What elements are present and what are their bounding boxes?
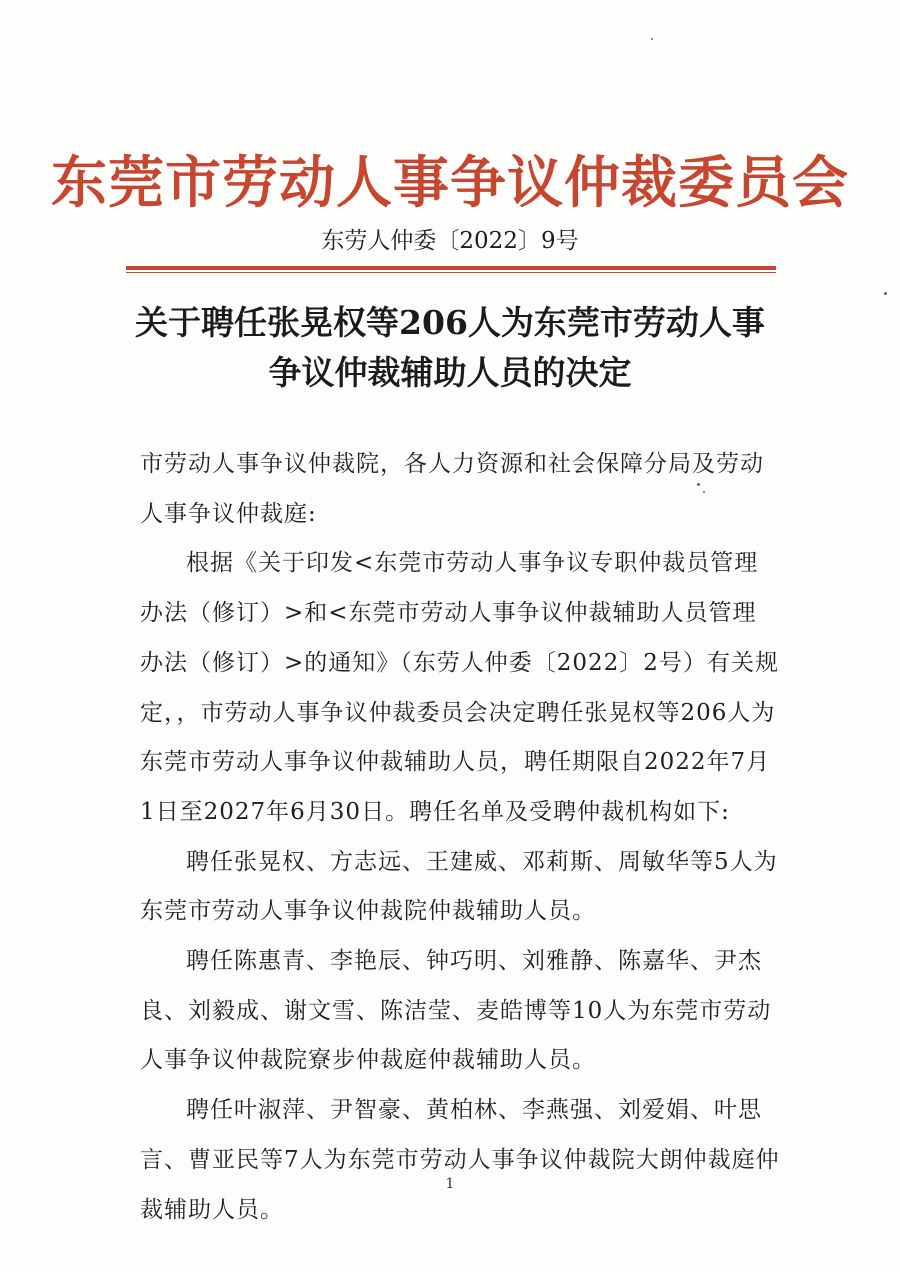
subject-line-1: 关于聘任张晃权等206人为东莞市劳动人事	[135, 303, 765, 342]
scan-speck	[697, 483, 700, 486]
body-paragraph-appointment-2: 聘任陈惠青、李艳辰、钟巧明、刘雅静、陈嘉华、尹杰良、刘毅成、谢文雪、陈洁莹、麦皓博等10人为东莞市劳动人事争议仲裁院寮步仲裁庭仲裁辅助人员。	[140, 948, 772, 1074]
page-number: 1	[445, 1176, 455, 1192]
document-number: 东劳人仲委〔2022〕9号	[321, 228, 579, 254]
scan-speck	[703, 491, 705, 493]
subject-line-2: 争议仲裁辅助人员的决定	[268, 353, 632, 392]
body-paragraph-appointment-1: 聘任张晃权、方志远、王建威、邓莉斯、周敏华等5人为东莞市劳动人事争议仲裁院仲裁辅助人员。	[140, 848, 778, 925]
body-paragraph-appointment-3: 聘任叶淑萍、尹智豪、黄柏林、李燕强、刘爱娟、叶思言、曹亚民等7人为东莞市劳动人事争议仲裁院大朗仲裁庭仲裁辅助人员。	[140, 1097, 780, 1223]
document-body	[140, 440, 780, 1235]
header-divider-thin	[126, 272, 776, 273]
scan-speck	[884, 292, 887, 295]
salutation: 市劳动人事争议仲裁院，各人力资源和社会保障分局及劳动人事争议仲裁庭:	[140, 451, 764, 527]
scan-speck	[651, 38, 653, 40]
issuing-organization-header: 东莞市劳动人事争议仲裁委员会	[51, 150, 849, 216]
header-divider-thick	[126, 266, 776, 270]
document-subject-title	[100, 298, 800, 398]
body-paragraph-basis: 根据《关于印发<东莞市劳动人事争议专职仲裁员管理办法（修订）>和<东莞市劳动人事争议仲裁辅助人员管理办法（修订）>的通知》（东劳人仲委〔2022〕2号）有关规定，，市劳动人事争议仲裁委员会决定聘任张晃权等206人为东莞市劳动人事争议仲裁辅助人员，聘任期限自2022年7月1日至2027年6月30日。聘任名单及受聘仲裁机构如下:	[140, 550, 779, 825]
